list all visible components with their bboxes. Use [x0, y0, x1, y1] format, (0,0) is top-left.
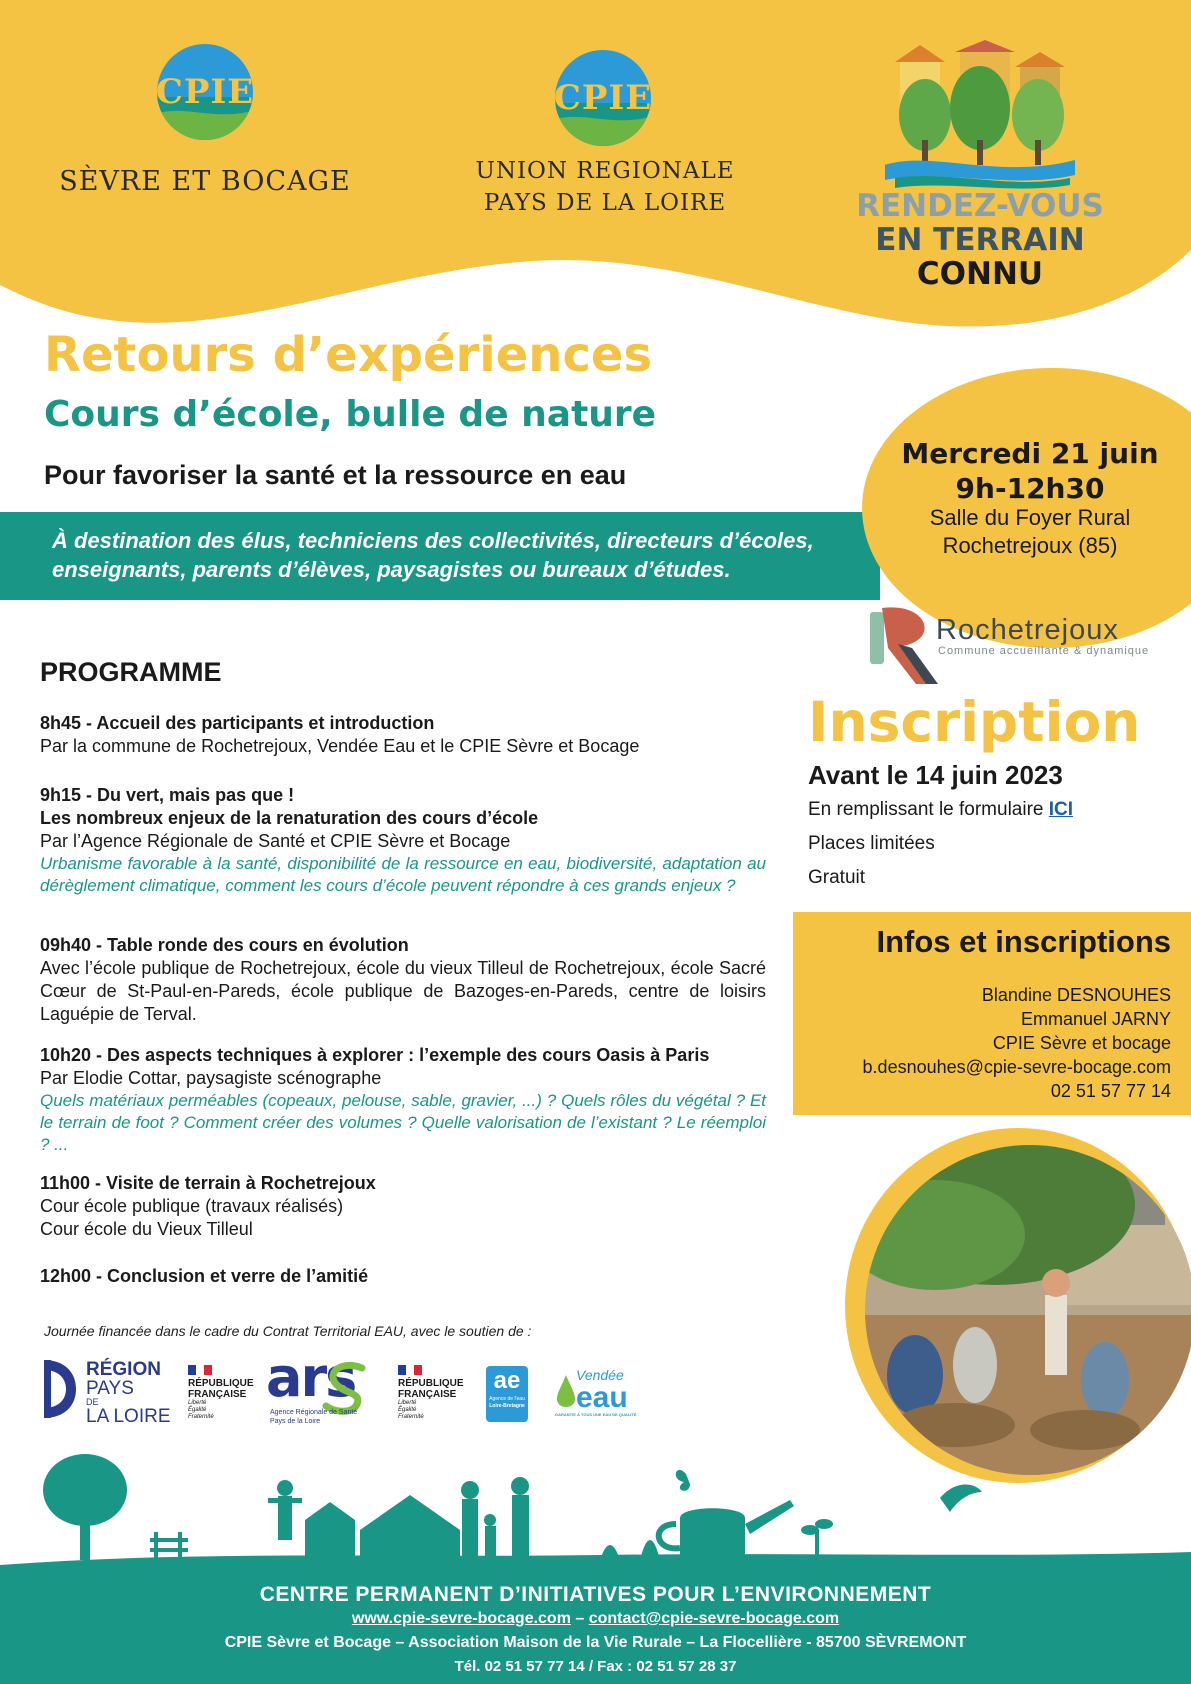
- footer-title: CENTRE PERMANENT D’INITIATIVES POUR L’ENVIRONNEMENT: [259, 1583, 932, 1606]
- infos-contact-2: Emmanuel JARNY: [1020, 1009, 1171, 1029]
- vendee-eau-text: [576, 1366, 628, 1412]
- logo-sevre-bocage-name: SÈVRE ET BOCAGE: [59, 166, 351, 197]
- item6-time: 12h00 -: [40, 1266, 103, 1286]
- event-time: 9h-12h30: [955, 472, 1105, 505]
- agence-eau-logo: [486, 1366, 528, 1422]
- region-line2: PAYS: [86, 1378, 134, 1399]
- event-place1: Salle du Foyer Rural: [929, 505, 1131, 530]
- audience-line2: enseignants, parents d’élèves, paysagistes ou bureaux d’études.: [52, 557, 731, 582]
- sub-title: Cours d’école, bulle de nature: [44, 394, 657, 435]
- item4-title: Des aspects techniques à explorer : l’exemple des cours Oasis à Paris: [102, 1045, 710, 1065]
- rochetrejoux-slogan: Commune accueillante & dynamique: [938, 645, 1150, 657]
- rf1-line5: Fraternité: [188, 1414, 214, 1420]
- footer-sep: –: [570, 1610, 589, 1627]
- item2-title: Du vert, mais pas que !: [92, 785, 295, 805]
- vendee-eau-sub: GARANTIE À TOUS UNE EAU DE QUALITÉ: [555, 1412, 637, 1417]
- logo-union-line1: UNION REGIONALE: [475, 158, 735, 184]
- rf2-line2: FRANÇAISE: [398, 1389, 457, 1400]
- school-yard-photo: [855, 1145, 1191, 1475]
- inscription-deadline: Avant le 14 juin 2023: [808, 760, 1063, 790]
- footer-silhouette: [0, 1440, 1191, 1570]
- marianne-flag-icon-1: [188, 1365, 212, 1375]
- rf-logo-1: [188, 1378, 254, 1421]
- main-title: Retours d’expériences: [44, 327, 653, 383]
- region-line3: DE: [86, 1397, 99, 1407]
- infos-contact-1: Blandine DESNOUHES: [981, 985, 1171, 1005]
- cpie-union-logo-letters: CPIE: [553, 78, 653, 118]
- rf1-line4: Égalité: [188, 1407, 207, 1413]
- item1-time: 8h45 -: [40, 713, 93, 733]
- item1-line: Par la commune de Rochetrejoux, Vendée Eau et le CPIE Sèvre et Bocage: [40, 736, 640, 756]
- rdv-line2: EN TERRAIN: [875, 222, 1085, 258]
- rf2-line3: Liberté: [398, 1400, 417, 1406]
- rdv-trees-icon: [880, 40, 1080, 190]
- rf-logo-2: [398, 1378, 464, 1421]
- item3-time: 09h40 -: [40, 935, 103, 955]
- region-line4: LA LOIRE: [86, 1406, 171, 1427]
- item5-title: Visite de terrain à Rochetrejoux: [101, 1173, 376, 1193]
- item3-text: Avec l’école publique de Rochetrejoux, école du vieux Tilleul de Rochetrejoux, école Sacré Cœur de St-Paul-en-Pareds, école publique de Bazoges-en-Pareds, centre de loisirs Laguépie de Terval.: [40, 958, 766, 1024]
- item2-italic: Urbanisme favorable à la santé, disponibilité de la ressource en eau, biodiversité, adaptation au dérèglement climatique, comment les cours d’école peuvent répondre à ces grands enjeux ?: [40, 854, 766, 895]
- programme-item-5: [40, 1172, 766, 1241]
- audience-band: [0, 512, 880, 600]
- footer-links: [0, 1610, 1191, 1628]
- logo-union-line2: PAYS DE LA LOIRE: [483, 190, 727, 216]
- marianne-flag-icon-2: [398, 1365, 422, 1375]
- inscription-places: Places limitées: [808, 833, 935, 854]
- footer-website-link[interactable]: www.cpie-sevre-bocage.com: [351, 1610, 571, 1627]
- item4-time: 10h20 -: [40, 1045, 103, 1065]
- inscription-title: Inscription: [808, 690, 1141, 754]
- ars-sub2: Pays de la Loire: [270, 1418, 321, 1425]
- programme-item-6: [40, 1265, 766, 1288]
- inscription-form-link[interactable]: ICI: [1048, 799, 1074, 820]
- footer-phone: Tél. 02 51 57 77 14 / Fax : 02 51 57 28 37: [454, 1658, 737, 1675]
- rf1-line1: RÉPUBLIQUE: [188, 1378, 254, 1389]
- inscription-price: Gratuit: [808, 867, 866, 888]
- tagline: Pour favoriser la santé et la ressource en eau: [44, 460, 627, 490]
- item3-title: Table ronde des cours en évolution: [102, 935, 409, 955]
- rf1-line2: FRANÇAISE: [188, 1389, 247, 1400]
- programme-item-2: [40, 784, 766, 897]
- rf2-line5: Fraternité: [398, 1414, 424, 1420]
- audience-line1: À destination des élus, techniciens des collectivités, directeurs d’écoles,: [52, 528, 814, 553]
- item4-italic: Quels matériaux perméables (copeaux, pelouse, sable, gravier, ...) ? Quels rôles du végétal ? Et le terrain de foot ? Comment créer des volumes ? Quelle valorisation de l’existant ? Le réemploi ? ...: [40, 1091, 766, 1154]
- rdv-line1: RENDEZ-VOUS: [856, 188, 1104, 224]
- footer-email-link[interactable]: contact@cpie-sevre-bocage.com: [588, 1610, 840, 1627]
- infos-title: Infos et inscriptions: [876, 924, 1171, 959]
- infos-contact-email[interactable]: b.desnouhes@cpie-sevre-bocage.com: [862, 1057, 1171, 1077]
- item1-title: Accueil des participants et introduction: [92, 713, 435, 733]
- programme-heading: PROGRAMME: [40, 657, 222, 687]
- event-place2: Rochetrejoux (85): [942, 533, 1118, 558]
- rf2-line4: Égalité: [398, 1407, 417, 1413]
- footer-address: CPIE Sèvre et Bocage – Association Maison de la Vie Rurale – La Flocellière - 85700 SÈVREMONT: [224, 1634, 967, 1651]
- region-line1: RÉGION: [86, 1359, 161, 1380]
- vendee-line1: Vendée: [576, 1367, 624, 1383]
- programme-item-3: [40, 934, 766, 1026]
- funding-text: Journée financée dans le cadre du Contrat Territorial EAU, avec le soutien de :: [44, 1323, 532, 1339]
- vendee-eau-drop-icon: [555, 1373, 577, 1409]
- item2-line: Par l’Agence Régionale de Santé et CPIE Sèvre et Bocage: [40, 831, 511, 851]
- item4-line: Par Elodie Cottar, paysagiste scénographe: [40, 1068, 382, 1088]
- inscription-form-line: [808, 799, 1073, 821]
- ae-letters: ae: [493, 1367, 521, 1394]
- infos-contact-3: CPIE Sèvre et bocage: [992, 1033, 1171, 1053]
- item5-time: 11h00 -: [40, 1173, 102, 1193]
- event-date: Mercredi 21 juin: [901, 437, 1159, 470]
- ars-sub: [270, 1408, 357, 1426]
- region-pdl-text: [86, 1360, 171, 1426]
- item5-line2: Cour école du Vieux Tilleul: [40, 1219, 253, 1239]
- item6-title: Conclusion et verre de l’amitié: [102, 1266, 369, 1286]
- ars-logo: ars: [266, 1346, 356, 1409]
- infos-contact-phone: 02 51 57 77 14: [1050, 1081, 1171, 1101]
- item5-line1: Cour école publique (travaux réalisés): [40, 1196, 344, 1216]
- item2-time: 9h15 -: [40, 785, 93, 805]
- rf2-line1: RÉPUBLIQUE: [398, 1378, 464, 1389]
- rochetrejoux-name: Rochetrejoux: [936, 614, 1119, 646]
- ae-sub1: Agence de l'eau: [489, 1396, 525, 1402]
- infos-contacts: [793, 983, 1171, 1103]
- ars-sub1: Agence Régionale de Santé: [270, 1409, 358, 1416]
- rf1-line3: Liberté: [188, 1400, 207, 1406]
- inscription-form-text: En remplissant le formulaire: [808, 799, 1049, 820]
- cpie-logo-letters: CPIE: [155, 72, 255, 112]
- item2-title2: Les nombreux enjeux de la renaturation des cours d’école: [40, 808, 539, 828]
- programme-item-1: [40, 712, 766, 758]
- ae-sub2: Loire-Bretagne: [489, 1403, 525, 1409]
- rdv-line3: CONNU: [916, 256, 1044, 292]
- vendee-line2: eau: [576, 1381, 628, 1414]
- programme-item-4: [40, 1044, 766, 1156]
- region-pdl-logo-icon: [40, 1358, 80, 1420]
